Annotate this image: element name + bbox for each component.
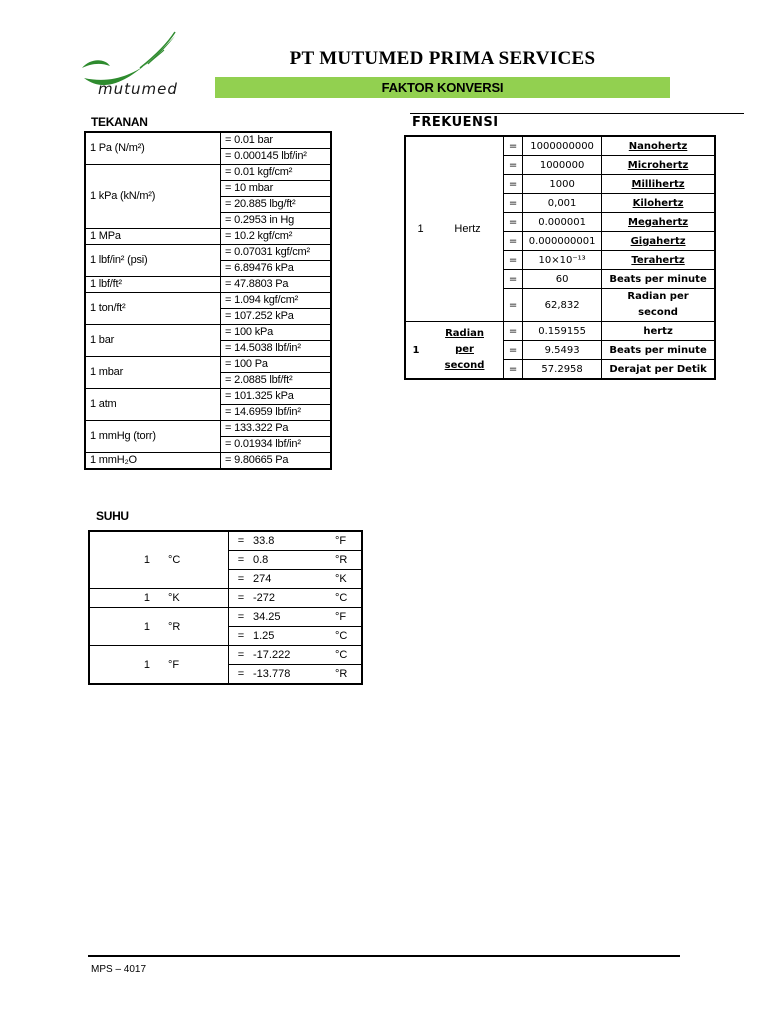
tekanan-title: TEKANAN <box>91 115 148 129</box>
unit-cell: 1 mmH₂O <box>85 453 221 470</box>
company-name: PT MUTUMED PRIMA SERVICES <box>289 48 596 69</box>
equals-sign: = <box>229 608 254 627</box>
unit-symbol: °F <box>150 646 229 685</box>
unit-name-cell: Beats per minute <box>602 341 715 360</box>
value-cell: = 0.01 bar <box>221 132 332 149</box>
unit-cell: °F <box>335 608 362 627</box>
table-row <box>85 132 331 149</box>
equals-sign: = <box>229 627 254 646</box>
table-row <box>85 277 331 293</box>
table-row <box>85 165 331 181</box>
value-cell: = 10.2 kgf/cm² <box>221 229 332 245</box>
unit-cell: 1 mmHg (torr) <box>85 421 221 453</box>
unit-cell: 1 atm <box>85 389 221 421</box>
value-cell: = 0.01934 lbf/in² <box>221 437 332 453</box>
unit-number: 1 <box>89 646 150 685</box>
unit-cell: °K <box>335 570 362 589</box>
value-cell: = 0.01 kgf/cm² <box>221 165 332 181</box>
table-row <box>85 421 331 437</box>
unit-name <box>426 322 504 380</box>
unit-number: 1 <box>89 531 150 589</box>
unit-name: Beats per minute <box>609 273 707 285</box>
table-row <box>89 646 362 665</box>
frekuensi-title: FREKUENSI <box>412 115 499 130</box>
equals-sign: = <box>504 213 523 232</box>
unit-name: Kilohertz <box>632 197 684 209</box>
value-cell: = 1.094 kgf/cm² <box>221 293 332 309</box>
unit-cell: °C <box>335 627 362 646</box>
unit-name-cell <box>602 213 715 232</box>
value-cell: 1000000000 <box>523 136 602 156</box>
equals-sign: = <box>504 360 523 380</box>
value-cell: = 0.000145 lbf/in² <box>221 149 332 165</box>
unit-cell: 1 mbar <box>85 357 221 389</box>
suhu-title: SUHU <box>96 509 129 523</box>
value-cell: = 100 kPa <box>221 325 332 341</box>
unit-cell: °C <box>335 646 362 665</box>
unit-cell: 1 MPa <box>85 229 221 245</box>
value-cell: = 20.885 lbg/ft² <box>221 197 332 213</box>
table-row <box>85 357 331 373</box>
unit-name: Megahertz <box>628 216 689 228</box>
unit-name: Nanohertz <box>628 140 688 152</box>
unit-name: Radian per second <box>627 291 689 318</box>
unit-name-cell <box>602 194 715 213</box>
unit-name-cell <box>602 270 715 289</box>
value-cell: = 100 Pa <box>221 357 332 373</box>
suhu-table <box>88 530 363 685</box>
unit-name-cell <box>602 251 715 270</box>
value-cell: 60 <box>523 270 602 289</box>
value-cell: 0.000001 <box>523 213 602 232</box>
equals-sign: = <box>504 270 523 289</box>
equals-sign: = <box>504 289 523 322</box>
header-divider <box>410 113 744 114</box>
value-cell: = 101.325 kPa <box>221 389 332 405</box>
table-row <box>89 531 362 551</box>
table-row <box>85 453 331 470</box>
value-cell: 0.8 <box>253 551 335 570</box>
equals-sign: = <box>504 156 523 175</box>
unit-name-cell <box>602 232 715 251</box>
value-cell: = 9.80665 Pa <box>221 453 332 470</box>
table-row <box>85 389 331 405</box>
value-cell: -13.778 <box>253 665 335 685</box>
value-cell: 62,832 <box>523 289 602 322</box>
unit-cell: 1 bar <box>85 325 221 357</box>
equals-sign: = <box>504 194 523 213</box>
table-row <box>85 245 331 261</box>
unit-cell: °R <box>335 551 362 570</box>
value-cell: 0,001 <box>523 194 602 213</box>
banner-title: FAKTOR KONVERSI <box>381 80 504 95</box>
unit-cell: °R <box>335 665 362 685</box>
value-cell: = 6.89476 kPa <box>221 261 332 277</box>
value-cell: 34.25 <box>253 608 335 627</box>
equals-sign: = <box>504 341 523 360</box>
value-cell: 33.8 <box>253 531 335 551</box>
value-cell: 1000 <box>523 175 602 194</box>
frekuensi-table <box>404 135 716 380</box>
unit-name-cell <box>602 289 715 322</box>
unit-symbol: °R <box>150 608 229 646</box>
unit-number: 1 <box>89 608 150 646</box>
unit-name-cell: Derajat per Detik <box>602 360 715 380</box>
unit-name-cell <box>602 175 715 194</box>
document-code: MPS – 4017 <box>91 964 147 975</box>
tekanan-table <box>84 131 332 470</box>
unit-name: Microhertz <box>627 159 689 171</box>
value-cell: 274 <box>253 570 335 589</box>
unit-cell: 1 ton/ft² <box>85 293 221 325</box>
equals-sign: = <box>229 646 254 665</box>
value-cell: 1.25 <box>253 627 335 646</box>
unit-name: Millihertz <box>631 178 685 190</box>
unit-name-cell <box>602 156 715 175</box>
unit-cell: 1 lbf/in² (psi) <box>85 245 221 277</box>
equals-sign: = <box>504 136 523 156</box>
unit-number: 1 <box>405 322 426 380</box>
value-cell: 9.5493 <box>523 341 602 360</box>
value-cell: = 107.252 kPa <box>221 309 332 325</box>
equals-sign: = <box>229 589 254 608</box>
value-cell: 10×10⁻¹³ <box>523 251 602 270</box>
table-row <box>85 229 331 245</box>
equals-sign: = <box>504 232 523 251</box>
table-row <box>405 136 715 156</box>
unit-name-cell: hertz <box>602 322 715 341</box>
value-cell: 57.2958 <box>523 360 602 380</box>
equals-sign: = <box>229 531 254 551</box>
unit-name: Gigahertz <box>630 235 686 247</box>
table-row <box>85 325 331 341</box>
value-cell: = 14.5038 lbf/in² <box>221 341 332 357</box>
table-row <box>85 293 331 309</box>
unit-cell: 1 Pa (N/m²) <box>85 132 221 165</box>
table-row <box>89 608 362 627</box>
value-cell: = 0.07031 kgf/cm² <box>221 245 332 261</box>
value-cell: = 14.6959 lbf/in² <box>221 405 332 421</box>
logo-wordmark: mutumed <box>98 80 178 98</box>
equals-sign: = <box>504 251 523 270</box>
unit-cell: 1 lbf/ft² <box>85 277 221 293</box>
equals-sign: = <box>504 175 523 194</box>
unit-number: 1 <box>417 223 424 235</box>
value-cell: = 10 mbar <box>221 181 332 197</box>
value-cell: = 133.322 Pa <box>221 421 332 437</box>
footer-divider <box>88 955 680 957</box>
equals-sign: = <box>229 551 254 570</box>
value-cell: 0.159155 <box>523 322 602 341</box>
unit-name-cell <box>602 136 715 156</box>
unit-symbol: °C <box>150 531 229 589</box>
unit-number: 1 <box>89 589 150 608</box>
unit-name: Terahertz <box>631 254 685 266</box>
unit-name: Hertz <box>454 223 481 235</box>
equals-sign: = <box>504 322 523 341</box>
unit-cell: °F <box>335 531 362 551</box>
equals-sign: = <box>229 570 254 589</box>
value-cell: = 47.8803 Pa <box>221 277 332 293</box>
table-row <box>405 322 715 341</box>
radian-label: Radian per second <box>444 328 485 371</box>
table-row <box>89 589 362 608</box>
value-cell: = 2.0885 lbf/ft² <box>221 373 332 389</box>
unit-cell: 1 kPa (kN/m²) <box>85 165 221 229</box>
title-banner <box>215 77 670 98</box>
unit-symbol: °K <box>150 589 229 608</box>
unit-cell: °C <box>335 589 362 608</box>
equals-sign: = <box>229 665 254 685</box>
value-cell: = 0.2953 in Hg <box>221 213 332 229</box>
value-cell: 0.000000001 <box>523 232 602 251</box>
value-cell: -17.222 <box>253 646 335 665</box>
value-cell: 1000000 <box>523 156 602 175</box>
hertz-label <box>405 136 504 322</box>
value-cell: -272 <box>253 589 335 608</box>
